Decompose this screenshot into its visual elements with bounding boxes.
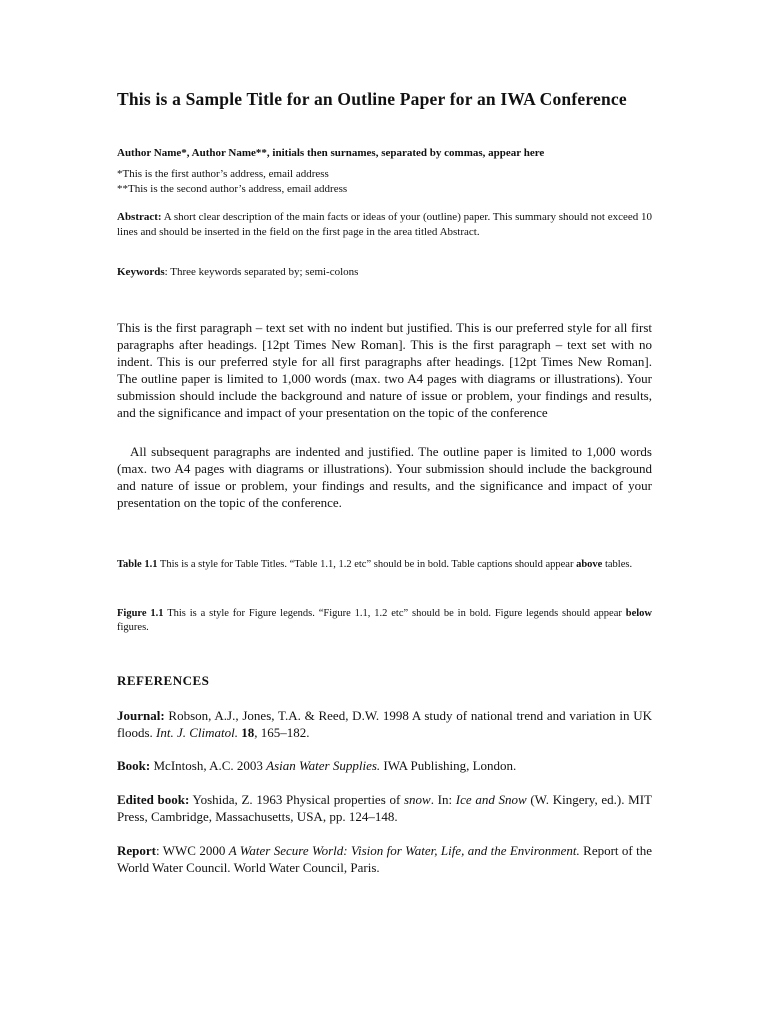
- figure-caption-text: This is a style for Figure legends. “Figure 1.1, 1.2 etc” should be in bold. Figure legends should appear: [163, 608, 626, 619]
- reference-edited-book-publisher: (W. Kingery, ed.). MIT Press, Cambridge, Massachusetts, USA, pp. 124–148.: [117, 792, 652, 824]
- reference-edited-book-title: Ice and Snow: [455, 792, 527, 807]
- table-caption-end: tables.: [602, 559, 633, 570]
- reference-book-title: Asian Water Supplies.: [266, 758, 381, 773]
- reference-book: [117, 757, 652, 774]
- reference-report: [117, 842, 652, 876]
- reference-edited-book-label: Edited book:: [117, 792, 190, 807]
- reference-edited-book-text: Yoshida, Z. 1963 Physical properties of: [189, 792, 404, 807]
- reference-journal-text: Robson, A.J., Jones, T.A. & Reed, D.W. 1998 A study of national trend and variation in UK floods.: [117, 708, 652, 740]
- reference-journal-label: Journal:: [117, 708, 165, 723]
- figure-caption-end: figures.: [117, 621, 149, 633]
- reference-edited-book-snow: snow: [403, 792, 431, 807]
- abstract: [117, 210, 652, 239]
- reference-journal-volume: 18: [241, 725, 255, 740]
- keywords-text: : Three keywords separated by; semi-colons: [164, 266, 359, 278]
- paper-title: This is a Sample Title for an Outline Paper for an IWA Conference: [117, 89, 627, 109]
- table-caption-emphasis: above: [576, 559, 603, 570]
- reference-journal-name: Int. J. Climatol.: [156, 725, 238, 740]
- author-line: Author Name*, Author Name**, initials then surnames, separated by commas, appear here: [117, 147, 545, 159]
- reference-edited-book: [117, 791, 652, 825]
- reference-edited-book-in: . In:: [430, 792, 456, 807]
- reference-book-publisher: IWA Publishing, London.: [380, 758, 517, 773]
- reference-report-publisher: Report of the World Water Council. World Water Council, Paris.: [117, 843, 652, 875]
- reference-report-title: A Water Secure World: Vision for Water, Life, and the Environment.: [228, 843, 580, 858]
- abstract-label: Abstract:: [117, 211, 162, 223]
- reference-journal-pages: , 165–182.: [254, 725, 310, 740]
- table-caption: [117, 558, 652, 572]
- reference-journal: [117, 707, 652, 741]
- reference-book-text: McIntosh, A.C. 2003: [150, 758, 267, 773]
- first-paragraph: This is the first paragraph – text set with no indent but justified. This is our preferred style for all first paragraphs after headings. [12pt Times New Roman]. This is the first paragraph – text set with no indent. This is our preferred style for all first paragraphs after headings. [12pt Times New Roman]. The outline paper is limited to 1,000 words (max. two A4 pages with diagrams or illustrations). Your submission should include the background and nature of issue or problem, your findings and results, and the significance and impact of your presentation on the topic of the conference: [117, 320, 652, 420]
- reference-book-label: Book:: [117, 758, 151, 773]
- keywords: [117, 266, 652, 278]
- second-paragraph: All subsequent paragraphs are indented and justified. The outline paper is limited to 1,000 words (max. two A4 pages with diagrams or illustrations). Your submission should include the background and nature of issue or problem, your findings and results, and the significance and impact of your presentation on the topic of the conference.: [117, 444, 652, 510]
- reference-report-text: : WWC 2000: [156, 843, 229, 858]
- figure-caption-emphasis: below: [625, 608, 652, 619]
- keywords-label: Keywords: [117, 266, 165, 278]
- references-heading: REFERENCES: [117, 673, 210, 688]
- table-caption-label: Table 1.1: [117, 559, 158, 570]
- table-caption-text: This is a style for Table Titles. “Table 1.1, 1.2 etc” should be in bold. Table captions should appear: [157, 559, 577, 570]
- figure-caption-label: Figure 1.1: [117, 608, 164, 619]
- reference-report-label: Report: [117, 843, 156, 858]
- second-author-address: **This is the second author’s address, email address: [117, 183, 348, 195]
- abstract-text: A short clear description of the main facts or ideas of your (outline) paper. This summary should not exceed 10 lines and should be inserted in the field on the first page in the area titled Abstract.: [117, 211, 652, 238]
- first-author-address: *This is the first author’s address, email address: [117, 168, 329, 180]
- figure-caption: [117, 607, 652, 634]
